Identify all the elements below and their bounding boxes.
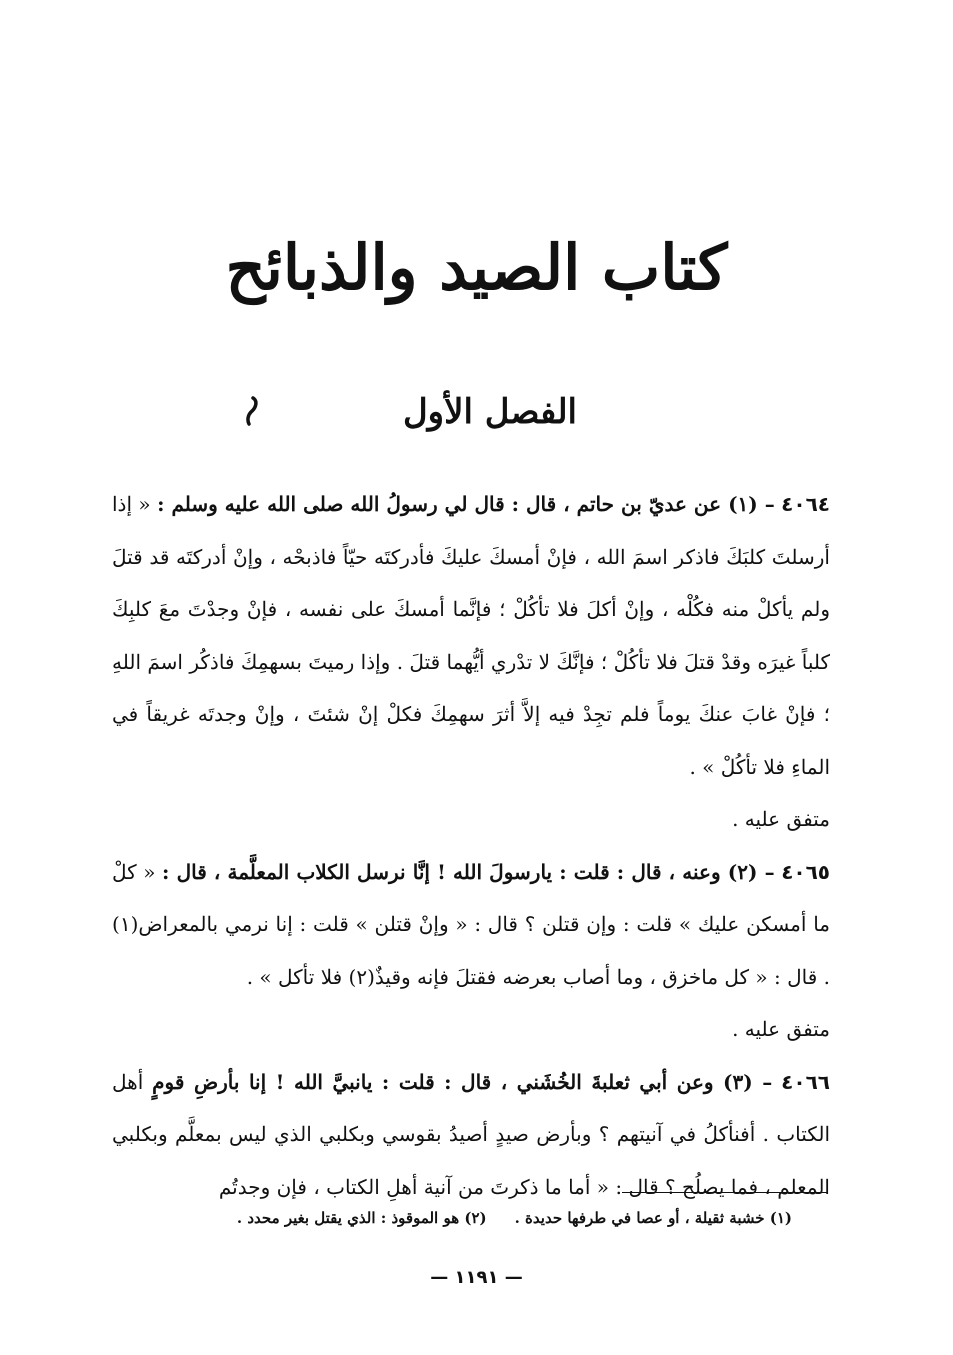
hadith-narrator: – (٢) وعنه ، قال : قلت : يارسولَ الله ! إنَّا نرسل الكلاب المعلَّمة ، قال : (162, 859, 775, 884)
book-title: كتاب الصيد والذبائح (225, 231, 728, 304)
hadith-text: أهل الكتاب . أفنأكلُ في آنيتهم ؟ وبأرض صيدٍ أصيدُ بقوسي وبكلبي الذي ليس بمعلَّم وبكلبي المعلم ، فما يصلُح ؟ قال : « أما ما ذكرتَ من آنية أهلِ الكتاب ، فإن وجدتُم (112, 1069, 830, 1199)
chapter-title: الفصل الأول (402, 392, 578, 432)
hadith-entry (112, 478, 830, 793)
hadith-entry (112, 1056, 830, 1214)
hadith-text: « كلْ ما أمسكن عليك » قلت : وإن قتلن ؟ قال : « وإنْ قتلن » قلت : إنا نرمي بالمعراض(١) . قال : « كل ماخزق ، وما أصاب بعرضه فقتلَ فإنه وقيذٌ(٢) فلا تأكل » . (112, 859, 830, 989)
hadith-grading: متفق عليه . (732, 807, 830, 831)
hadith-narrator: – (١) عن عديّ بن حاتم ، قال : قال لي رسولُ الله صلى الله عليه وسلم : (157, 492, 775, 516)
footnote-item: (٢) هو الموقوذ : الذي يقتل بغير محدد . (236, 1209, 487, 1227)
hadith-entry (112, 846, 830, 1004)
hadith-grading: متفق عليه . (732, 1017, 830, 1041)
hadith-text: « إذا أرسلتَ كلبَكَ فاذكر اسمَ الله ، فإنْ أمسكَ عليكَ فأدركتَه حيّاً فاذبحْه ، وإنْ أدركتَه قد قتلَ ولم يأكلْ منه فكُلْه ، وإنْ أكلَ فلا تأكُلْ ؛ فإنَّما أمسكَ على نفسه ، فإنْ وجدْتَ معَ كلبِكَ كلباً غيرَه وقدْ قتلَ فلا تأكُلْ ؛ فإنَّكَ لا تدْري أيُّهما قتلَ . وإذا رميتَ بسهمِكَ فاذكُر اسمَ اللهِ ؛ فإنْ غابَ عنكَ يوماً فلم تجِدْ فيه إلاَّ أثرَ سهمِكَ فكلْ إنْ شئتَ ، وإنْ وجدتَه غريقاً في الماءِ فلا تأكُلْ » . (112, 492, 830, 779)
hadith-number: ٤٠٦٦ (781, 1069, 830, 1094)
page-number: — ١١٩١ — (430, 1267, 523, 1288)
footnote-divider (622, 1192, 828, 1193)
body-text (112, 478, 830, 1213)
hadith-number: ٤٠٦٤ (781, 492, 830, 516)
hadith-number: ٤٠٦٥ (781, 859, 831, 884)
footnote-item: (١) خشبة ثقيلة ، أو عصا في طرفها حديدة . (514, 1209, 792, 1227)
footnotes (112, 1202, 792, 1234)
chapter-mark-icon (242, 394, 262, 428)
chapter-heading (0, 382, 953, 442)
hadith-narrator: – (٣) وعن أبي ثعلبةَ الخُشَني ، قال : قلت : يانبيَّ الله ! إنا بأرضِ قومٍ (152, 1069, 773, 1094)
